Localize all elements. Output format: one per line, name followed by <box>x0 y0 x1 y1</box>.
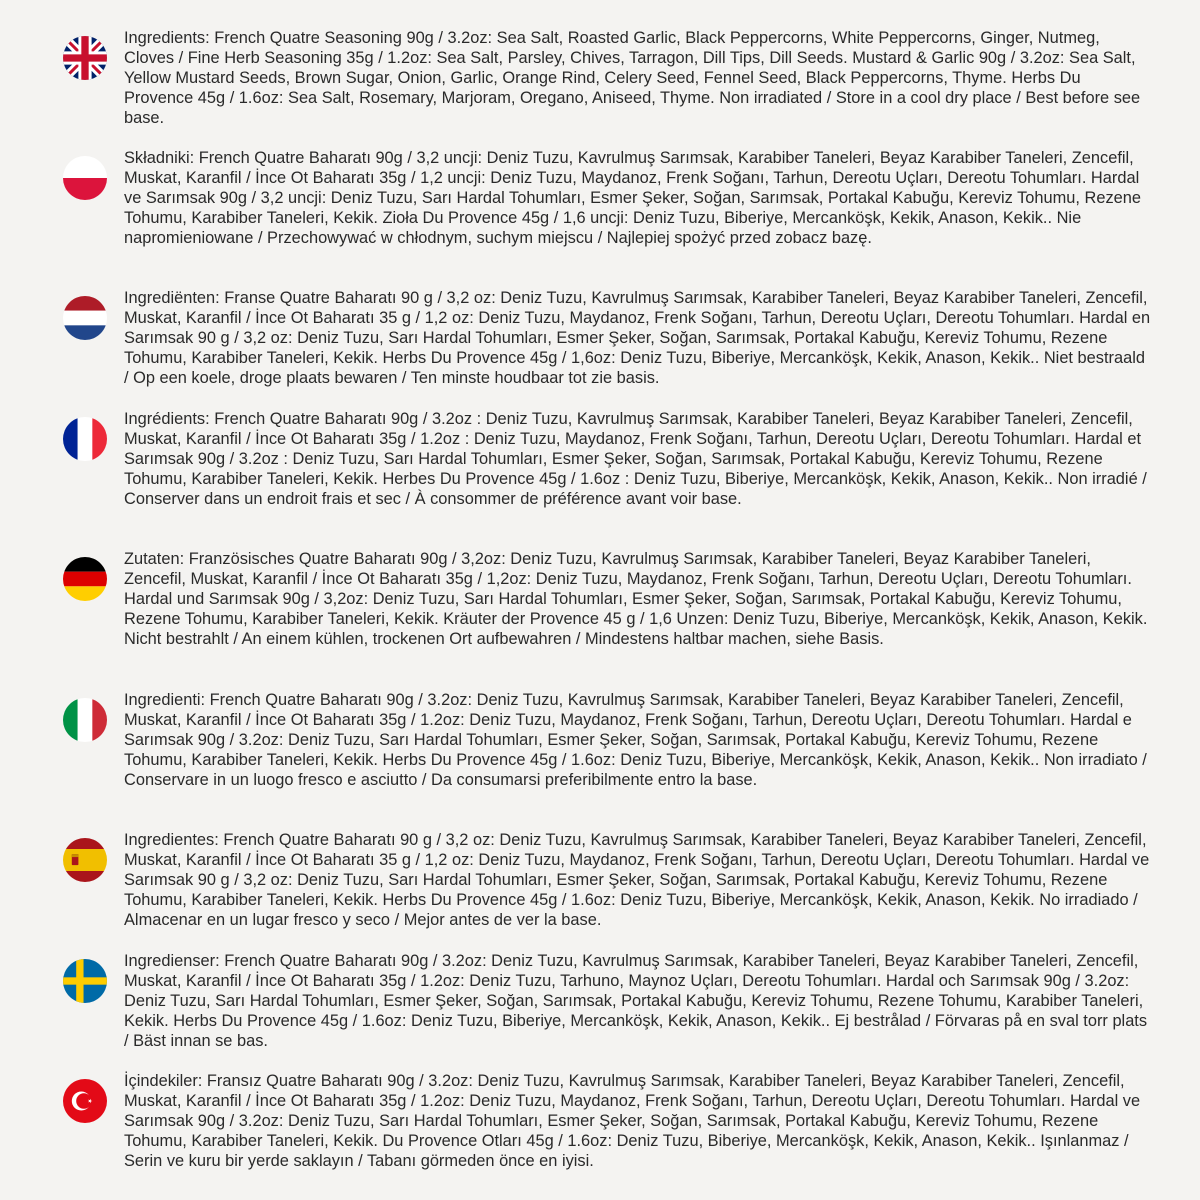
ingredients-text-polish: Składniki: French Quatre Baharatı 90g / 3,2 uncji: Deniz Tuzu, Kavrulmuş Sarımsak, Karabiber Taneleri, Beyaz Karabiber Taneleri, Zencefil, Muskat, Karanfil / İnce Ot Baharatı 35g / 1,2 uncji: Deniz Tuzu, Maydanoz, Frenk Soğanı, Tarhun, Dereotu Uçları, Dereotu Tohumları. Hardal ve Sarımsak 90g / 3,2 uncji: Deniz Tuzu, Sarı Hardal Tohumları, Esmer Şeker, Soğan, Sarımsak, Portakal Kabuğu, Kereviz Tohumu, Rezene Tohumu, Karabiber Taneleri, Kekik. Zioła Du Provence 45g / 1,6 uncji: Deniz Tuzu, Biberiye, Mercanköşk, Kekik, Anason, Kekik.. Nie napromieniowane / Przechowywać w chłodnym, suchym miejscu / Najlepiej spożyć przed zobacz bazę. <box>124 149 1142 248</box>
ingredients-text-italian: Ingredienti: French Quatre Baharatı 90g / 3.2oz: Deniz Tuzu, Kavrulmuş Sarımsak, Karabiber Taneleri, Beyaz Karabiber Taneleri, Zencefil, Muskat, Karanfil / İnce Ot Baharatı 35g / 1.2oz: Deniz Tuzu, Maydanoz, Frenk Soğanı, Tarhun, Dereotu Uçları, Dereotu Tohumları. Hardal e Sarımsak 90g / 3.2oz: Deniz Tuzu, Sarı Hardal Tohumları, Esmer Şeker, Soğan, Sarımsak, Portakal Kabuğu, Kereviz Tohumu, Rezene Tohumu, Karabiber Taneleri, Kekik. Herbs Du Provence 45g / 1.6oz: Deniz Tuzu, Biberiye, Mercanköşk, Kekik, Anason, Kekik.. Non irradiato / Conservare in un luogo fresco e asciutto / Da consumarsi preferibilmente entro la base. <box>124 691 1147 790</box>
poland-flag-icon <box>63 156 107 200</box>
ingredients-text-english: Ingredients: French Quatre Seasoning 90g / 3.2oz: Sea Salt, Roasted Garlic, Black Peppercorns, White Peppercorns, Ginger, Nutmeg, Cloves / Fine Herb Seasoning 35g / 1.2oz: Sea Salt, Parsley, Chives, Tarragon, Dill Tips, Dill Seeds. Mustard & Garlic 90g / 3.2oz: Sea Salt, Yellow Mustard Seeds, Brown Sugar, Onion, Garlic, Orange Rind, Celery Seed, Fennel Seed, Black Peppercorns, Thyme. Herbs Du Provence 45g / 1.6oz: Sea Salt, Rosemary, Marjoram, Oregano, Aniseed, Thyme. Non irradiated / Store in a cool dry place / Best before see base. <box>124 29 1141 128</box>
ingredients-text-french: Ingrédients: French Quatre Baharatı 90g / 3.2oz : Deniz Tuzu, Kavrulmuş Sarımsak, Karabiber Taneleri, Beyaz Karabiber Taneleri, Zencefil, Muskat, Karanfil / İnce Ot Baharatı 35g / 1.2oz : Deniz Tuzu, Maydanoz, Frenk Soğanı, Tarhun, Dereotu Uçları, Dereotu Tohumları. Hardal et Sarımsak 90g / 3.2oz : Deniz Tuzu, Sarı Hardal Tohumları, Esmer Şeker, Soğan, Sarımsak, Portakal Kabuğu, Kereviz Tohumu, Rezene Tohumu, Karabiber Taneleri, Kekik. Herbes Du Provence 45g / 1.6oz : Deniz Tuzu, Biberiye, Mercanköşk, Kekik, Anason, Kekik.. Non irradié / Conserver dans un endroit frais et sec / À consommer de préférence avant voir base. <box>124 410 1147 509</box>
germany-flag-icon <box>63 557 107 601</box>
ingredients-text-turkish: İçindekiler: Fransız Quatre Baharatı 90g / 3.2oz: Deniz Tuzu, Kavrulmuş Sarımsak, Karabiber Taneleri, Beyaz Karabiber Taneleri, Zencefil, Muskat, Karanfil / İnce Ot Baharatı 35g / 1.2oz: Deniz Tuzu, Maydanoz, Frenk Soğanı, Tarhun, Dereotu Uçları, Dereotu Tohumları. Hardal ve Sarımsak 90g / 3.2oz: Deniz Tuzu, Sarı Hardal Tohumları, Esmer Şeker, Soğan, Sarımsak, Portakal Kabuğu, Kereviz Tohumu, Rezene Tohumu, Karabiber Taneleri, Kekik. Du Provence Otları 45g / 1.6oz: Deniz Tuzu, Biberiye, Mercanköşk, Kekik, Anason, Kekik.. Işınlanmaz / Serin ve kuru bir yerde saklayın / Tabanı görmeden önce en iyisi. <box>124 1072 1141 1171</box>
ingredients-text-swedish: Ingredienser: French Quatre Baharatı 90g / 3.2oz: Deniz Tuzu, Kavrulmuş Sarımsak, Karabiber Taneleri, Beyaz Karabiber Taneleri, Zencefil, Muskat, Karanfil / İnce Ot Baharatı 35g / 1.2oz: Deniz Tuzu, Tarhuno, Maynoz Uçları, Dereotu Tohumları. Hardal och Sarımsak 90g / 3.2oz: Deniz Tuzu, Sarı Hardal Tohumları, Esmer Şeker, Soğan, Sarımsak, Portakal Kabuğu, Kereviz Tohumu, Rezene Tohumu, Karabiber Taneleri, Kekik. Herbs Du Provence 45g / 1.6oz: Deniz Tuzu, Biberiye, Mercanköşk, Kekik, Anason, Kekik.. Ej bestrålad / Förvaras på en sval torr plats / Bäst innan se bas. <box>124 952 1148 1051</box>
uk-flag-icon <box>63 36 107 80</box>
ingredients-text-dutch: Ingrediënten: Franse Quatre Baharatı 90 g / 3,2 oz: Deniz Tuzu, Kavrulmuş Sarımsak, Karabiber Taneleri, Beyaz Karabiber Taneleri, Zencefil, Muskat, Karanfil / İnce Ot Baharatı 35 g / 1,2 oz: Deniz Tuzu, Maydanoz, Frenk Soğanı, Tarhun, Dereotu Uçları, Dereotu Tohumları. Hardal en Sarımsak 90 g / 3,2 oz: Deniz Tuzu, Sarı Hardal Tohumları, Esmer Şeker, Soğan, Sarımsak, Portakal Kabuğu, Kereviz Tohumu, Rezene Tohumu, Karabiber Taneleri, Kekik. Herbs Du Provence 45g / 1,6oz: Deniz Tuzu, Biberiye, Mercanköşk, Kekik, Anason, Kekik.. Niet bestraald / Op een koele, droge plaats bewaren / Ten minste houdbaar tot zie basis. <box>124 289 1151 388</box>
netherlands-flag-icon <box>63 296 107 340</box>
turkey-flag-icon <box>63 1079 107 1123</box>
sweden-flag-icon <box>63 959 107 1003</box>
italy-flag-icon <box>63 698 107 742</box>
ingredients-text-spanish: Ingredientes: French Quatre Baharatı 90 g / 3,2 oz: Deniz Tuzu, Kavrulmuş Sarımsak, Karabiber Taneleri, Beyaz Karabiber Taneleri, Zencefil, Muskat, Karanfil / İnce Ot Baharatı 35 g / 1,2 oz: Deniz Tuzu, Maydanoz, Frenk Soğanı, Tarhun, Dereotu Uçları, Dereotu Tohumları. Hardal ve Sarımsak 90 g / 3,2 oz: Deniz Tuzu, Sarı Hardal Tohumları, Esmer Şeker, Soğan, Sarımsak, Portakal Kabuğu, Kereviz Tohumu, Rezene Tohumu, Karabiber Taneleri, Kekik. Herbs Du Provence 45g / 1.6oz: Deniz Tuzu, Biberiye, Mercanköşk, Kekik, Anason, Kekik. No irradiado / Almacenar en un lugar fresco y seco / Mejor antes de ver la base. <box>124 831 1150 930</box>
france-flag-icon <box>63 417 107 461</box>
spain-flag-icon <box>63 838 107 882</box>
ingredients-text-german: Zutaten: Französisches Quatre Baharatı 90g / 3,2oz: Deniz Tuzu, Kavrulmuş Sarımsak, Karabiber Taneleri, Beyaz Karabiber Taneleri, Zencefil, Muskat, Karanfil / İnce Ot Baharatı 35g / 1,2oz: Deniz Tuzu, Maydanoz, Frenk Soğanı, Tarhun, Dereotu Uçları, Dereotu Tohumları. Hardal und Sarımsak 90g / 3,2oz: Deniz Tuzu, Sarı Hardal Tohumları, Esmer Şeker, Soğan, Sarımsak, Portakal Kabuğu, Kereviz Tohumu, Rezene Tohumu, Karabiber Taneleri, Kekik. Kräuter der Provence 45 g / 1,6 Unzen: Deniz Tuzu, Biberiye, Mercanköşk, Kekik, Anason, Kekik. Nicht bestrahlt / An einem kühlen, trockenen Ort aufbewahren / Mindestens haltbar machen, siehe Basis. <box>124 550 1148 649</box>
